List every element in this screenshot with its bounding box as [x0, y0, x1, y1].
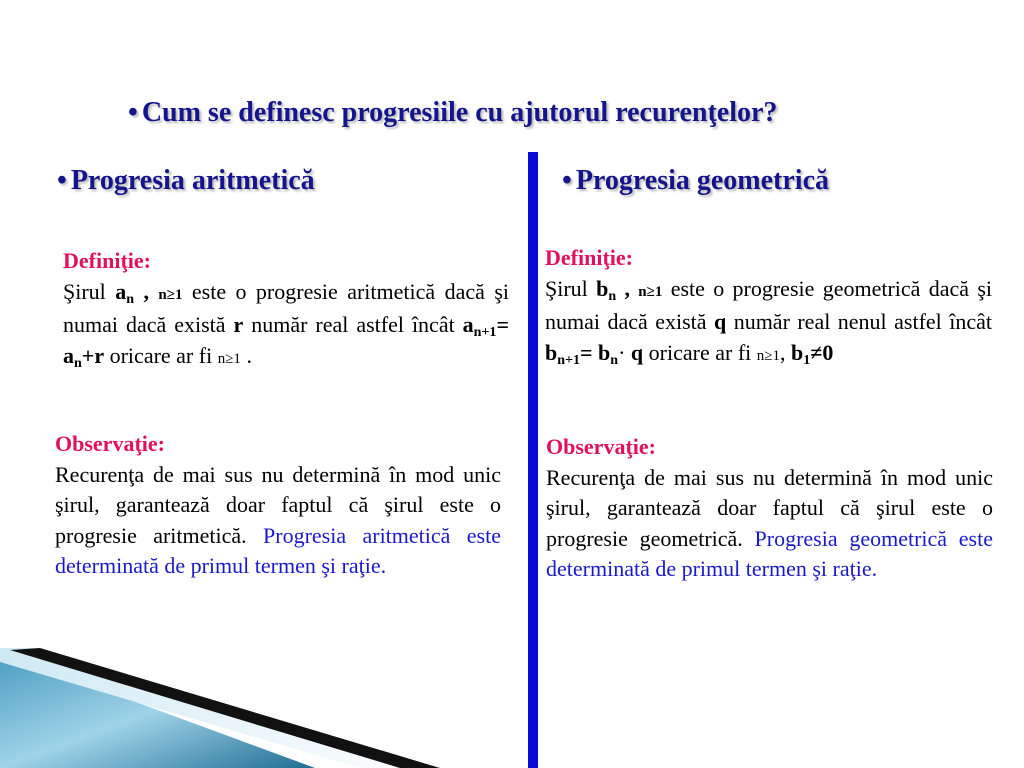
geometric-definition: Definiţie: Şirul $b_n$ , n≥1 este o progresie geometrică dacă şi numai dacă există q număr real nenul astfel încât $b_{n+1}= b_n\cdot q$ oricare ar fi n≥1, $b_1\ne 0$	[545, 245, 993, 368]
wedge-light	[0, 648, 440, 768]
wedge-blue	[0, 652, 315, 768]
column-divider	[528, 152, 538, 768]
definition-label: Definiţie:	[63, 248, 151, 273]
left-column-heading: • Progresia aritmetică	[57, 165, 315, 196]
arithmetic-observation: Observaţie: Recurenţa de mai sus nu determină în mod unic şirul, garantează doar faptul că şirul este o progresie aritmetică. Progresia aritmetică este determinată de primul termen şi raţie.	[55, 431, 501, 578]
wedge-dark	[10, 648, 440, 768]
geometric-observation: Observaţie: Recurenţa de mai sus nu determină în mod unic şirul, garantează doar faptul că şirul este o progresie geometrică. Progresia geometrică este determinată de primul termen şi raţie.	[546, 434, 993, 581]
slide-title: • Cum se definesc progresiile cu ajutorul recurenţelor?	[128, 97, 778, 128]
right-column-heading: • Progresia geometrică	[562, 165, 830, 196]
arithmetic-definition: Definiţie: Şirul $a_n$ , n≥1 este o progresie aritmetică dacă şi numai dacă există r număr real astfel încât $a_{n+1}= a_n+r$ oricare ar fi n≥1 .	[63, 248, 509, 371]
bullet-icon: •	[128, 97, 138, 128]
definition-label: Definiţie:	[545, 245, 633, 270]
bullet-icon: •	[562, 165, 572, 196]
observation-label: Observaţie:	[546, 434, 656, 459]
bullet-icon: •	[57, 165, 67, 196]
observation-label: Observaţie:	[55, 431, 165, 456]
